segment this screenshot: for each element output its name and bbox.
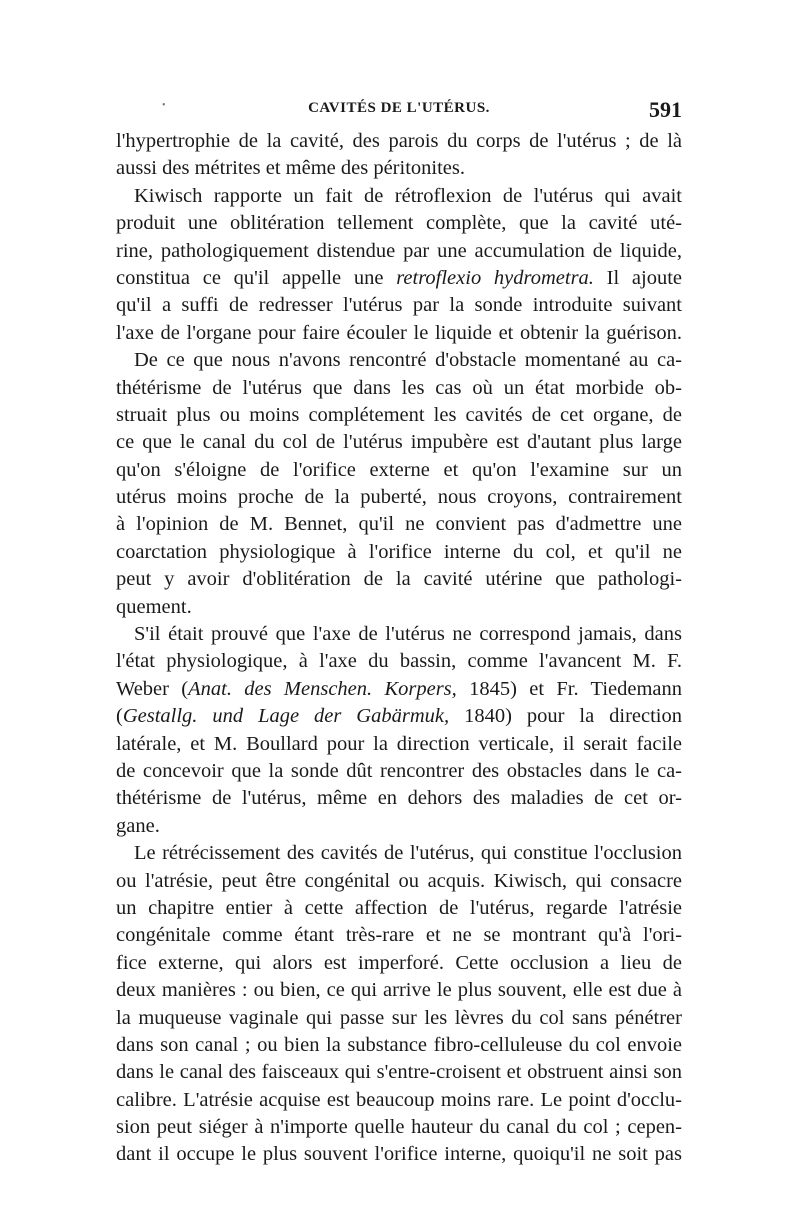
text-line <box>116 676 682 703</box>
text-segment: ( <box>116 705 123 728</box>
text-line: dant il occupe le plus souvent l'orifice interne, quoiqu'il ne soit pas <box>116 1143 682 1166</box>
text-segment: Weber ( <box>116 677 189 700</box>
text-line: l'état physiologique, à l'axe du bassin, comme l'avancent M. F. <box>116 650 682 673</box>
text-segment: Il ajoute <box>606 266 682 289</box>
text-line: peut y avoir d'oblitération de la cavité utérine que pathologi- <box>116 568 682 591</box>
running-title: CAVITÉS DE L'UTÉRUS. <box>308 100 490 116</box>
text-segment-italic: retroflexio hydrometra. <box>396 266 594 289</box>
page-number: 591 <box>649 97 682 122</box>
text-segment-italic: Gestallg. und Lage der Gabärmuk, <box>122 705 450 728</box>
text-line: Kiwisch rapporte un fait de rétroflexion de l'utérus qui avait <box>134 184 682 207</box>
text-line: sion peut siéger à n'importe quelle hauteur du canal du col ; cepen- <box>116 1116 682 1139</box>
text-line <box>116 265 682 292</box>
page-header <box>116 98 682 122</box>
text-line: la muqueuse vaginale qui passe sur les lèvres du col sans pénétrer <box>116 1006 682 1029</box>
text-line: struait plus ou moins complétement les cavités de cet organe, de <box>116 403 682 426</box>
text-segment-italic: Anat. des Menschen. Korpers, <box>188 677 457 700</box>
text-line: ou l'atrésie, peut être congénital ou acquis. Kiwisch, qui consacre <box>116 869 682 892</box>
text-line: utérus moins proche de la puberté, nous croyons, contrairement <box>116 486 682 509</box>
text-line: fice externe, qui alors est imperforé. Cette occlusion a lieu de <box>116 951 682 974</box>
text-line: coarctation physiologique à l'orifice interne du col, et qu'il ne <box>116 540 682 563</box>
text-line: congénitale comme étant très-rare et ne se montrant qu'à l'ori- <box>116 924 682 947</box>
text-line: produit une oblitération tellement complète, que la cavité uté- <box>116 212 682 235</box>
text-line: ce que le canal du col de l'utérus impubère est d'autant plus large <box>116 431 682 454</box>
text-line: De ce que nous n'avons rencontré d'obstacle momentané au ca- <box>134 349 682 372</box>
text-line: quement. <box>116 595 192 618</box>
text-line: de concevoir que la sonde dût rencontrer des obstacles dans le ca- <box>116 759 682 782</box>
text-line: rine, pathologiquement distendue par une accumulation de liquide, <box>116 239 682 262</box>
text-line: dans son canal ; ou bien la substance fibro-celluleuse du col envoie <box>116 1033 682 1056</box>
text-line: dans le canal des faisceaux qui s'entre-croisent et obstruent ainsi son <box>116 1061 682 1084</box>
text-line: latérale, et M. Boullard pour la direction verticale, il serait facile <box>116 732 682 755</box>
text-line: qu'on s'éloigne de l'orifice externe et qu'on l'examine sur un <box>116 458 682 481</box>
text-segment: 1840) pour la direction <box>464 705 682 728</box>
text-line <box>116 703 682 730</box>
text-line: thétérisme de l'utérus que dans les cas où un état morbide ob- <box>116 376 682 399</box>
text-line: l'hypertrophie de la cavité, des parois du corps de l'utérus ; de là <box>116 130 682 152</box>
text-line: aussi des métrites et même des péritonites. <box>116 157 465 180</box>
body-text <box>116 128 682 1169</box>
text-line: un chapitre entier à cette affection de l'utérus, regarde l'atrésie <box>116 896 682 919</box>
text-line: calibre. L'atrésie acquise est beaucoup moins rare. Le point d'occlu- <box>116 1088 682 1111</box>
text-line: à l'opinion de M. Bennet, qu'il ne convient pas d'admettre une <box>116 513 682 536</box>
text-line: S'il était prouvé que l'axe de l'utérus ne correspond jamais, dans <box>134 623 682 646</box>
text-line: thétérisme de l'utérus, même en dehors des maladies de cet or- <box>116 787 682 810</box>
text-segment: 1845) et Fr. Tiedemann <box>469 677 683 700</box>
header-mark: • <box>162 100 166 111</box>
text-line: gane. <box>116 814 160 837</box>
text-segment: constitua ce qu'il appelle une <box>116 266 384 289</box>
text-line: qu'il a suffi de redresser l'utérus par la sonde introduite suivant <box>116 294 682 317</box>
text-line: l'axe de l'organe pour faire écouler le liquide et obtenir la guérison. <box>116 321 682 344</box>
text-line: Le rétrécissement des cavités de l'utérus, qui constitue l'occlusion <box>134 842 682 865</box>
text-line: deux manières : ou bien, ce qui arrive le plus souvent, elle est due à <box>116 979 682 1002</box>
